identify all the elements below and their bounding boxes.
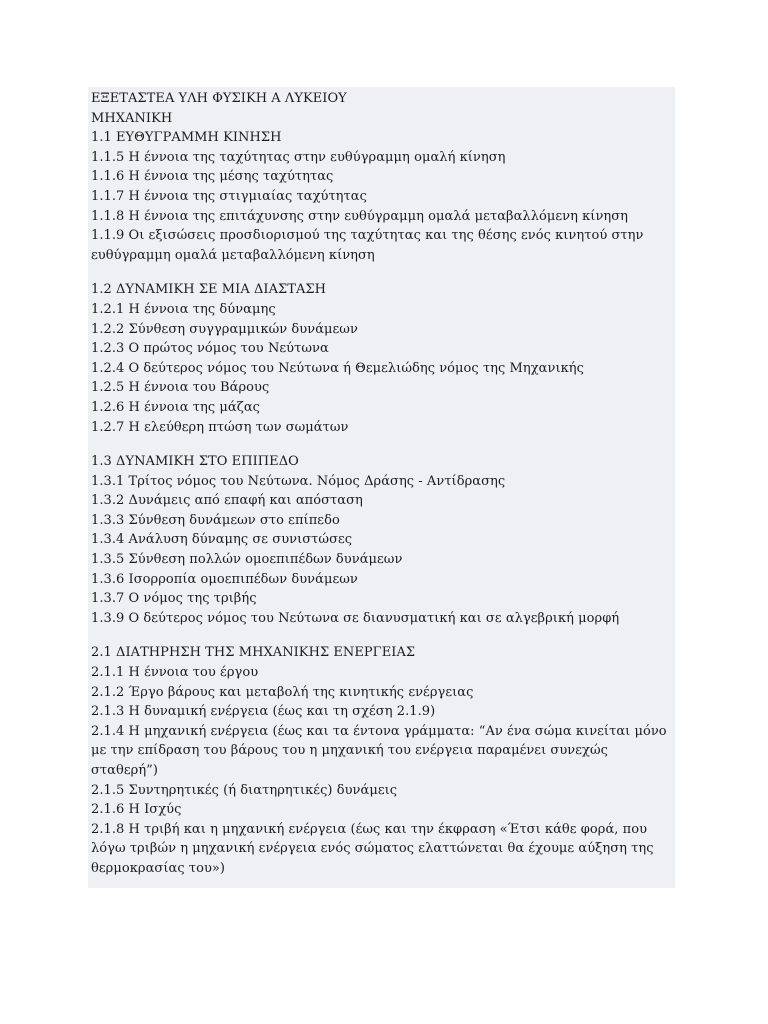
section-spacer xyxy=(91,628,675,643)
list-item: 1.3.4 Ανάλυση δύναμης σε συνιστώσες xyxy=(91,532,353,548)
list-item: 1.1.8 Η έννοια της επιτάχυνσης στην ευθύγραμμη ομαλά μεταβαλλόμενη κίνηση xyxy=(91,208,629,224)
list-item: 1.2.2 Σύνθεση συγγραμμικών δυνάμεων xyxy=(91,321,358,337)
list-item: 2.1.2 Έργο βάρους και μεταβολή της κινητικής ενέργειας xyxy=(91,684,474,700)
list-item: 1.2.6 Η έννοια της μάζας xyxy=(91,399,260,415)
list-item: 2.1.1 Η έννοια του έργου xyxy=(91,665,259,681)
list-item: 2.1.6 Η Ισχύς xyxy=(91,802,182,818)
list-item: 1.2.5 Η έννοια του Βάρους xyxy=(91,380,270,396)
list-item: 1.3.5 Σύνθεση πολλών ομοεπιπέδων δυνάμεων xyxy=(91,552,403,568)
section-spacer xyxy=(91,265,675,280)
list-item: 1.3.2 Δυνάμεις από επαφή και απόσταση xyxy=(91,493,363,509)
section-heading: 1.3 ΔΥΝΑΜΙΚΗ ΣΤΟ ΕΠΙΠΕΔΟ xyxy=(91,454,299,470)
section-heading: 2.1 ΔΙΑΤΗΡΗΣΗ ΤΗΣ ΜΗΧΑΝΙΚΗΣ ΕΝΕΡΓΕΙΑΣ xyxy=(91,645,416,661)
list-item: 1.2.7 Η ελεύθερη πτώση των σωμάτων xyxy=(91,419,349,435)
list-item: 1.2.3 Ο πρώτος νόμος του Νεύτωνα xyxy=(91,341,329,357)
list-item: 1.2.1 Η έννοια της δύναμης xyxy=(91,301,276,317)
list-item: 2.1.3 Η δυναμική ενέργεια (έως και τη σχέση 2.1.9) xyxy=(91,704,436,720)
section-heading: 1.1 ΕΥΘΥΓΡΑΜΜΗ ΚΙΝΗΣΗ xyxy=(91,130,282,146)
list-item: 1.1.5 Η έννοια της ταχύτητας στην ευθύγραμμη ομαλή κίνηση xyxy=(91,149,506,165)
document-subject: ΜΗΧΑΝΙΚΗ xyxy=(91,110,173,126)
list-item: 1.1.9 Οι εξισώσεις προσδιορισμού της ταχύτητας και της θέσης ενός κινητού στην ευθύγραμμη ομαλά μεταβαλλόμενη κίνηση xyxy=(91,228,644,263)
document-title: ΕΞΕΤΑΣΤΕΑ ΥΛΗ ΦΥΣΙΚΗ Α ΛΥΚΕΙΟΥ xyxy=(91,91,347,106)
section-heading: 1.2 ΔΥΝΑΜΙΚΗ ΣΕ ΜΙΑ ΔΙΑΣΤΑΣΗ xyxy=(91,282,327,298)
list-item: 2.1.5 Συντηρητικές (ή διατηρητικές) δυνάμεις xyxy=(91,782,398,798)
list-item: 2.1.4 Η μηχανική ενέργεια (έως και τα έντονα γράμματα: “Αν ένα σώμα κινείται μόνο με την επίδραση του βάρους του η μηχανική του ενέργεια παραμένει συνεχώς σταθερή”) xyxy=(91,723,667,778)
list-item: 1.1.6 Η έννοια της μέσης ταχύτητας xyxy=(91,169,334,185)
list-item: 1.3.6 Ισορροπία ομοεπιπέδων δυνάμεων xyxy=(91,571,358,587)
section-spacer xyxy=(91,437,675,452)
document-page xyxy=(88,87,675,888)
list-item: 2.1.8 Η τριβή και η μηχανική ενέργεια (έως και την έκφραση «Έτσι κάθε φορά, που λόγω τριβών η μηχανική ενέργεια ενός σώματος ελαττώνεται θα έχουμε αύξηση της θερμοκρασίας του») xyxy=(91,821,654,876)
list-item: 1.3.7 Ο νόμος της τριβής xyxy=(91,591,257,607)
list-item: 1.3.1 Τρίτος νόμος του Νεύτωνα. Νόμος Δράσης - Αντίδρασης xyxy=(91,473,506,489)
list-item: 1.3.3 Σύνθεση δυνάμεων στο επίπεδο xyxy=(91,512,340,528)
list-item: 1.1.7 Η έννοια της στιγμιαίας ταχύτητας xyxy=(91,188,367,204)
list-item: 1.3.9 Ο δεύτερος νόμος του Νεύτωνα σε διανυσματική και σε αλγεβρική μορφή xyxy=(91,610,620,626)
list-item: 1.2.4 Ο δεύτερος νόμος του Νεύτωνα ή Θεμελιώδης νόμος της Μηχανικής xyxy=(91,360,584,376)
